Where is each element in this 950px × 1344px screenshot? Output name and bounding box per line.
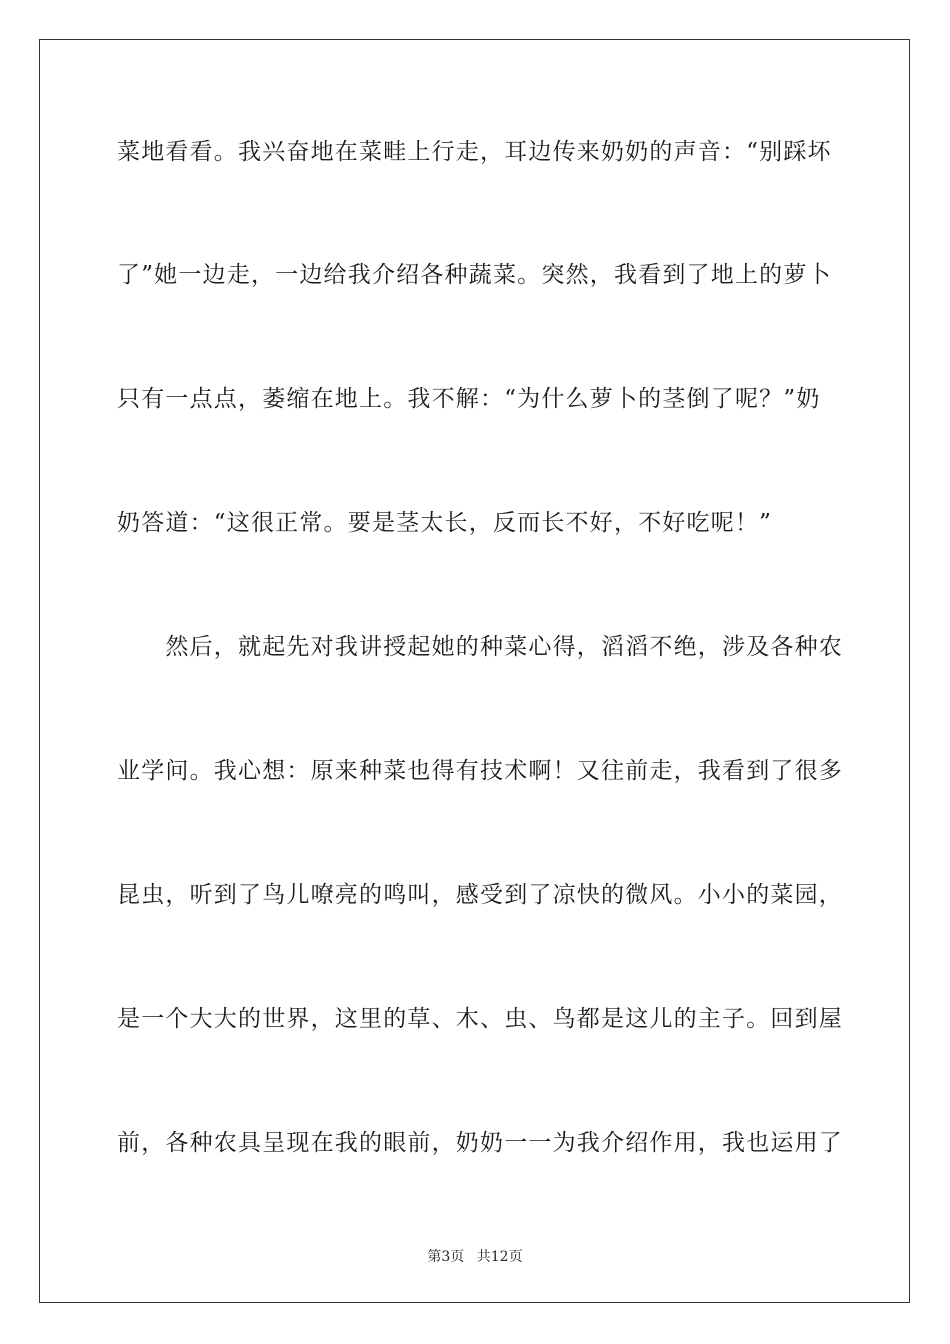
text-line: 奶答道：“这很正常。要是茎太长，反而长不好，不好吃呢！” xyxy=(117,510,773,536)
text-line: 菜地看看。我兴奋地在菜畦上行走，耳边传来奶奶的声音：“别踩坏 xyxy=(117,139,832,165)
page-border xyxy=(39,39,910,1303)
text-line: 昆虫，听到了鸟儿嘹亮的鸣叫，感受到了凉快的微风。小小的菜园， xyxy=(117,882,843,908)
text-line: 只有一点点，萎缩在地上。我不解：“为什么萝卜的茎倒了呢？”奶 xyxy=(117,386,821,412)
page-number: 第3页 xyxy=(427,1249,465,1265)
text-line: 是一个大大的世界，这里的草、木、虫、鸟都是这儿的主子。回到屋 xyxy=(117,1006,843,1032)
text-line: 前，各种农具呈现在我的眼前，奶奶一一为我介绍作用，我也运用了 xyxy=(117,1130,843,1156)
text-line: 业学问。我心想：原来种菜也得有技术啊！又往前走，我看到了很多 xyxy=(117,758,843,784)
page-footer xyxy=(0,1248,950,1266)
total-pages: 共12页 xyxy=(476,1249,523,1265)
text-line: 了”她一边走，一边给我介绍各种蔬菜。突然，我看到了地上的萝卜 xyxy=(117,262,832,288)
text-line: 然后，就起先对我讲授起她的种菜心得，滔滔不绝，涉及各种农 xyxy=(117,634,843,660)
